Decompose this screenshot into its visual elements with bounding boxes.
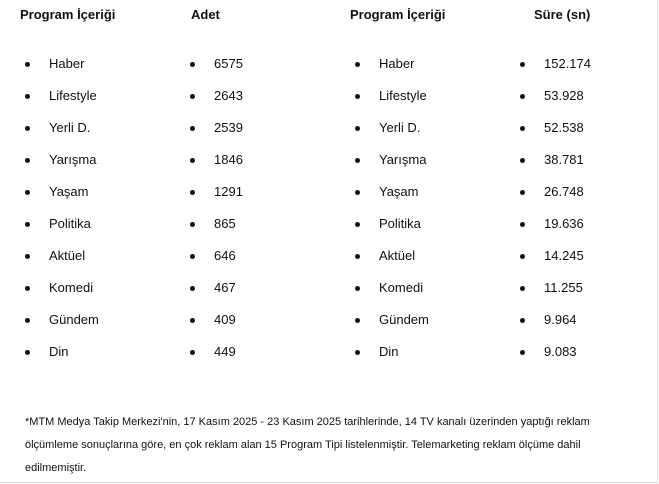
program-item-text: Din bbox=[49, 344, 69, 359]
bullet-icon bbox=[520, 350, 525, 355]
bullet-icon bbox=[355, 254, 360, 259]
program-item bbox=[21, 216, 99, 248]
duration-item-text: 53.928 bbox=[544, 88, 584, 103]
bullet-icon bbox=[520, 126, 525, 131]
count-item bbox=[186, 248, 243, 280]
bullet-icon bbox=[190, 222, 195, 227]
program-item-text: Yarışma bbox=[49, 152, 97, 167]
duration-item-text: 9.964 bbox=[544, 312, 577, 327]
count-item-text: 1291 bbox=[214, 184, 243, 199]
program-item bbox=[21, 56, 99, 88]
duration-item bbox=[516, 88, 591, 120]
header-program-left: Program İçeriği bbox=[20, 7, 116, 22]
duration-item-text: 14.245 bbox=[544, 248, 584, 263]
count-item bbox=[186, 344, 243, 376]
count-item-text: 409 bbox=[214, 312, 236, 327]
count-item bbox=[186, 120, 243, 152]
program-item bbox=[351, 56, 429, 88]
count-item bbox=[186, 216, 243, 248]
header-program-right: Program İçeriği bbox=[350, 7, 446, 22]
bullet-icon bbox=[190, 62, 195, 67]
count-item bbox=[186, 152, 243, 184]
count-item bbox=[186, 88, 243, 120]
bullet-icon bbox=[355, 126, 360, 131]
bullet-icon bbox=[520, 318, 525, 323]
bullet-icon bbox=[520, 222, 525, 227]
program-item-text: Aktüel bbox=[379, 248, 416, 263]
count-item-text: 2643 bbox=[214, 88, 243, 103]
program-item-text: Yarışma bbox=[379, 152, 427, 167]
bullet-icon bbox=[520, 286, 525, 291]
count-item-text: 646 bbox=[214, 248, 236, 263]
duration-item bbox=[516, 56, 591, 88]
duration-item bbox=[516, 344, 591, 376]
duration-item bbox=[516, 216, 591, 248]
program-item bbox=[351, 280, 429, 312]
bullet-icon bbox=[25, 254, 30, 259]
program-item-text: Aktüel bbox=[49, 248, 86, 263]
program-item-text: Haber bbox=[379, 56, 415, 71]
bullet-icon bbox=[355, 158, 360, 163]
header-duration: Süre (sn) bbox=[534, 7, 591, 22]
program-item-text: Yerli D. bbox=[49, 120, 91, 135]
bullet-icon bbox=[25, 222, 30, 227]
duration-item bbox=[516, 280, 591, 312]
bullet-icon bbox=[520, 158, 525, 163]
program-item-text: Gündem bbox=[49, 312, 99, 327]
program-item bbox=[21, 248, 99, 280]
bullet-icon bbox=[355, 350, 360, 355]
bullet-icon bbox=[190, 318, 195, 323]
duration-item-text: 152.174 bbox=[544, 56, 591, 71]
program-item bbox=[351, 152, 429, 184]
program-item-text: Yaşam bbox=[379, 184, 419, 199]
bullet-icon bbox=[25, 350, 30, 355]
bullet-icon bbox=[25, 62, 30, 67]
bullet-icon bbox=[355, 222, 360, 227]
bullet-icon bbox=[25, 286, 30, 291]
duration-item bbox=[516, 312, 591, 344]
program-item-text: Politika bbox=[379, 216, 421, 231]
program-item bbox=[21, 120, 99, 152]
program-item-text: Komedi bbox=[49, 280, 94, 295]
program-item bbox=[351, 184, 429, 216]
bullet-icon bbox=[190, 190, 195, 195]
duration-list bbox=[516, 56, 591, 376]
program-item-text: Lifestyle bbox=[49, 88, 97, 103]
program-item bbox=[351, 248, 429, 280]
bullet-icon bbox=[190, 126, 195, 131]
program-item bbox=[351, 216, 429, 248]
program-item bbox=[21, 344, 99, 376]
duration-item-text: 11.255 bbox=[544, 280, 583, 295]
duration-item-text: 19.636 bbox=[544, 216, 584, 231]
program-item-text: Yaşam bbox=[49, 184, 89, 199]
program-item bbox=[351, 312, 429, 344]
count-item bbox=[186, 280, 243, 312]
duration-item bbox=[516, 184, 591, 216]
program-list-by-count bbox=[21, 56, 99, 376]
bullet-icon bbox=[355, 318, 360, 323]
bullet-icon bbox=[25, 94, 30, 99]
bullet-icon bbox=[190, 158, 195, 163]
count-item-text: 467 bbox=[214, 280, 236, 295]
bullet-icon bbox=[355, 62, 360, 67]
duration-item-text: 9.083 bbox=[544, 344, 577, 359]
duration-item bbox=[516, 120, 591, 152]
bullet-icon bbox=[355, 94, 360, 99]
program-item bbox=[351, 88, 429, 120]
footnote: *MTM Medya Takip Merkezi'nin, 17 Kasım 2025 - 23 Kasım 2025 tarihlerinde, 14 TV kanalı üzerinden yaptığı reklam ölçümleme sonuçlarına göre, en çok reklam alan 15 Program Tipi listelenmiştir. Telemarketing reklam ölçüme dahil edilmemiştir. bbox=[25, 416, 590, 474]
bullet-icon bbox=[190, 350, 195, 355]
duration-item-text: 26.748 bbox=[544, 184, 584, 199]
count-item bbox=[186, 312, 243, 344]
bullet-icon bbox=[25, 126, 30, 131]
bullet-icon bbox=[190, 286, 195, 291]
program-item bbox=[21, 184, 99, 216]
program-item-text: Komedi bbox=[379, 280, 424, 295]
duration-item-text: 52.538 bbox=[544, 120, 584, 135]
program-item-text: Gündem bbox=[379, 312, 429, 327]
bullet-icon bbox=[520, 254, 525, 259]
program-item-text: Lifestyle bbox=[379, 88, 427, 103]
count-item-text: 1846 bbox=[214, 152, 243, 167]
count-item-text: 449 bbox=[214, 344, 236, 359]
bullet-icon bbox=[520, 190, 525, 195]
bullet-icon bbox=[355, 286, 360, 291]
bullet-icon bbox=[190, 94, 195, 99]
bullet-icon bbox=[520, 94, 525, 99]
bullet-icon bbox=[25, 318, 30, 323]
program-item bbox=[351, 120, 429, 152]
program-item-text: Politika bbox=[49, 216, 91, 231]
program-item bbox=[21, 88, 99, 120]
bullet-icon bbox=[355, 190, 360, 195]
duration-item bbox=[516, 248, 591, 280]
count-item bbox=[186, 56, 243, 88]
program-list-by-duration bbox=[351, 56, 429, 376]
bullet-icon bbox=[520, 62, 525, 67]
bullet-icon bbox=[25, 158, 30, 163]
program-item-text: Din bbox=[379, 344, 399, 359]
header-count: Adet bbox=[191, 7, 220, 22]
program-item bbox=[21, 312, 99, 344]
bullet-icon bbox=[190, 254, 195, 259]
count-list bbox=[186, 56, 243, 376]
count-item-text: 6575 bbox=[214, 56, 243, 71]
duration-item bbox=[516, 152, 591, 184]
bullet-icon bbox=[25, 190, 30, 195]
count-item-text: 865 bbox=[214, 216, 236, 231]
count-item bbox=[186, 184, 243, 216]
count-item-text: 2539 bbox=[214, 120, 243, 135]
program-item-text: Yerli D. bbox=[379, 120, 421, 135]
program-item bbox=[351, 344, 429, 376]
program-item bbox=[21, 152, 99, 184]
program-item bbox=[21, 280, 99, 312]
duration-item-text: 38.781 bbox=[544, 152, 584, 167]
program-item-text: Haber bbox=[49, 56, 85, 71]
